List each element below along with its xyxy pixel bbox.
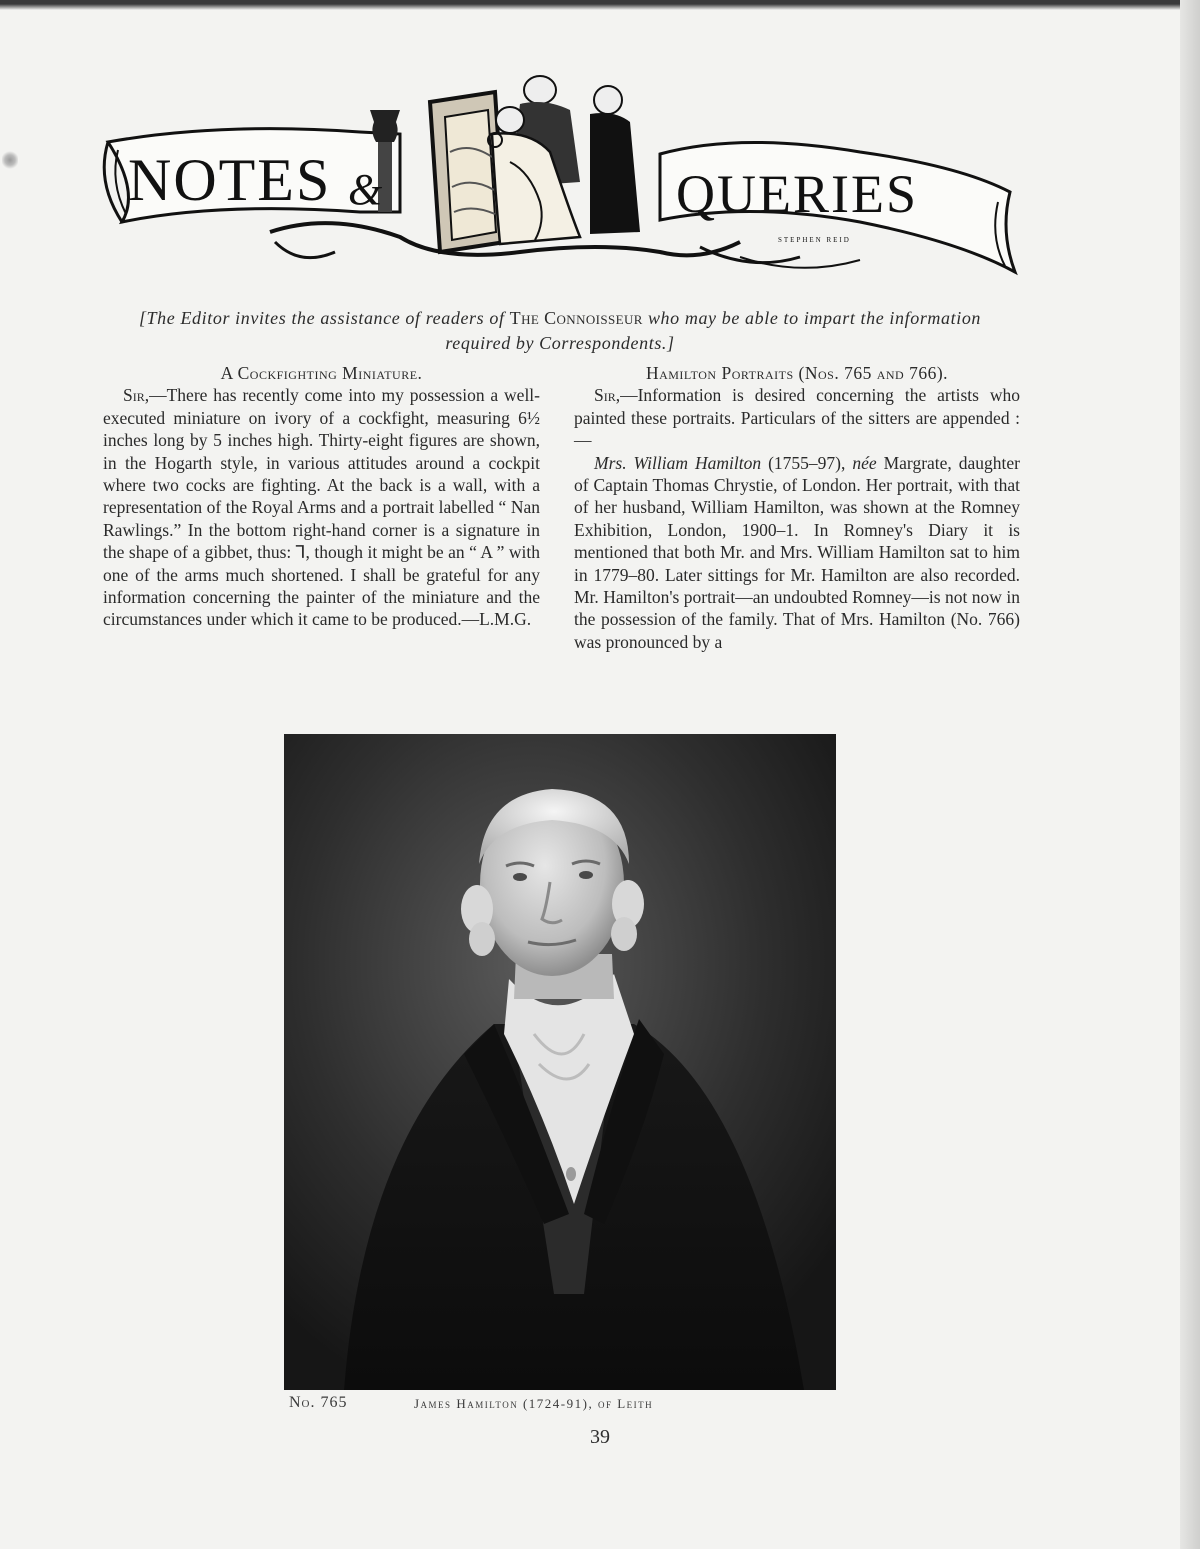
masthead-artist-signature: STEPHEN REID (778, 236, 851, 244)
page-number: 39 (590, 1426, 610, 1448)
right-article-text-2: Margrate, daughter of Captain Thomas Chrystie, of London. Her portrait, with that of her husband, William Hamilton, was shown at the Romney Exhibition, London, 1900–1. In Romney's Diary it is mentioned that both Mr. and Mrs. William Hamilton sat to him in 1779–80. Later sittings for Mr. Hamilton are also recorded. Mr. Hamilton's portrait—an undoubted Romney—is not now in the possession of the family. That of Mrs. Hamilton (No. 766) was pronounced by a (574, 452, 1020, 652)
figure-caption: James Hamilton (1724-91), of Leith (414, 1396, 654, 1411)
right-article-heading: Hamilton Portraits (Nos. 765 and 766). (645, 363, 949, 383)
masthead-illustration (100, 62, 1020, 284)
portrait-painting (284, 734, 836, 1390)
masthead-ampersand: & (348, 165, 385, 214)
right-article-text-1: —Information is desired concerning the artists who painted these portraits. Particulars of the sitters are appended :— (574, 385, 1020, 451)
left-article-text: —There has recently come into my possession a well-executed miniature on ivory of a cockfight, measuring 6½ inches long by 5 inches high. Thirty-eight figures are shown, in the Hogarth style, in various attitudes around a cockpit where two cocks are fighting. At the back is a wall, with a representation of the Royal Arms and a portrait labelled “ Nan Rawlings.” In the bottom right-hand corner is a signature in the shape of a gibbet, thus: ⅂, though it might be an “ A ” with one of the arms much shortened. I shall be grateful for any information concerning the painter of the miniature and the circumstances under which it came to be produced.—L.M.G. (103, 385, 540, 630)
left-article-body (103, 384, 540, 630)
sitter-nee: née (852, 452, 877, 473)
right-article-intro (574, 384, 1020, 451)
sitter-dates: (1755–97), (761, 452, 853, 473)
left-column-article (103, 362, 540, 631)
page-top-edge (0, 0, 1200, 10)
portrait-james-hamilton (284, 734, 836, 1390)
left-article-heading: A Cockfighting Miniature. (220, 363, 423, 383)
masthead-word-queries: QUERIES (676, 164, 918, 224)
masthead-banner-graphic (100, 62, 1020, 284)
masthead-word-notes: NOTES (128, 147, 332, 213)
editor-intro-note (120, 306, 1000, 356)
page-smudge (2, 150, 18, 170)
intro-magazine-name: The Connoisseur (509, 308, 643, 328)
figure-number: No. 765 (289, 1394, 348, 1411)
right-article-sitter (574, 452, 1020, 654)
left-article-salutation: Sir, (123, 385, 150, 406)
intro-text-end: who may be able to impart the information required by Correspondents.] (445, 308, 982, 353)
intro-text-start: [The Editor invites the assistance of readers of (138, 308, 510, 328)
sitter-name: Mrs. William Hamilton (594, 452, 762, 473)
right-article-salutation: Sir, (594, 385, 621, 406)
right-column-article (574, 362, 1020, 653)
page-right-edge (1180, 0, 1200, 1549)
